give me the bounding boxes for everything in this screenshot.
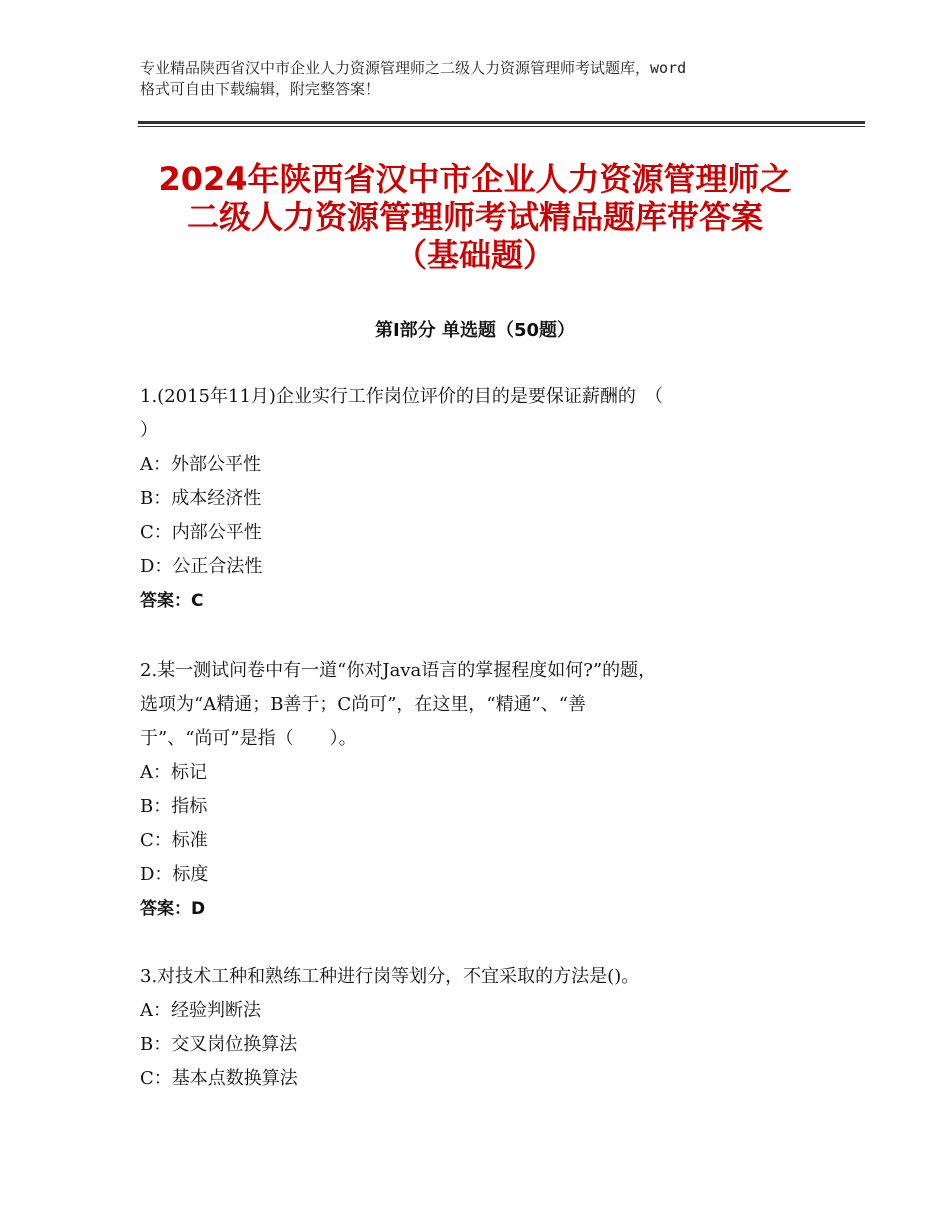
header-line-1: 专业精品陕西省汉中市企业人力资源管理师之二级人力资源管理师考试题库，word <box>140 59 687 77</box>
option-b: B：成本经济性 <box>140 488 262 509</box>
question-stem-line: 选项为“A精通；B善于；C尚可”，在这里，“精通”、“善 <box>140 694 587 715</box>
question-stem-line: 2.某一测试问卷中有一道“你对Java语言的掌握程度如何?”的题， <box>140 660 657 681</box>
document-title <box>100 160 850 274</box>
title-line-1: 2024年陕西省汉中市企业人力资源管理师之 <box>158 160 792 198</box>
question-stem-line: 于”、“尚可”是指（ ）。 <box>140 728 357 749</box>
option-d: D：标度 <box>140 864 209 885</box>
question-3 <box>140 960 820 1096</box>
header-rule-thin <box>138 126 865 127</box>
option-a: A：标记 <box>140 762 207 783</box>
title-line-3: （基础题） <box>394 236 555 274</box>
option-b: B：指标 <box>140 796 208 817</box>
option-a: A：经验判断法 <box>140 1000 261 1021</box>
option-c: C：标准 <box>140 830 208 851</box>
option-c: C：基本点数换算法 <box>140 1068 298 1089</box>
question-2 <box>140 654 820 926</box>
question-stem-line: 3.对技术工种和熟练工种进行岗等划分，不宜采取的方法是()。 <box>140 966 640 987</box>
option-d: D：公正合法性 <box>140 556 263 577</box>
question-1 <box>140 380 820 618</box>
answer: 答案：D <box>140 899 206 919</box>
question-stem-line: 1.(2015年11月)企业实行工作岗位评价的目的是要保证薪酬的 （ <box>140 386 663 407</box>
header-rule-thick <box>138 121 865 124</box>
page-header <box>140 58 820 100</box>
section-heading: 第Ⅰ部分 单选题（50题） <box>374 320 575 341</box>
option-c: C：内部公平性 <box>140 522 262 543</box>
question-stem-line: ） <box>140 420 158 441</box>
header-line-2: 格式可自由下载编辑，附完整答案！ <box>140 80 381 98</box>
option-a: A：外部公平性 <box>140 454 261 475</box>
answer: 答案：C <box>140 591 204 611</box>
option-b: B：交叉岗位换算法 <box>140 1034 298 1055</box>
title-line-2: 二级人力资源管理师考试精品题库带答案 <box>186 198 763 236</box>
